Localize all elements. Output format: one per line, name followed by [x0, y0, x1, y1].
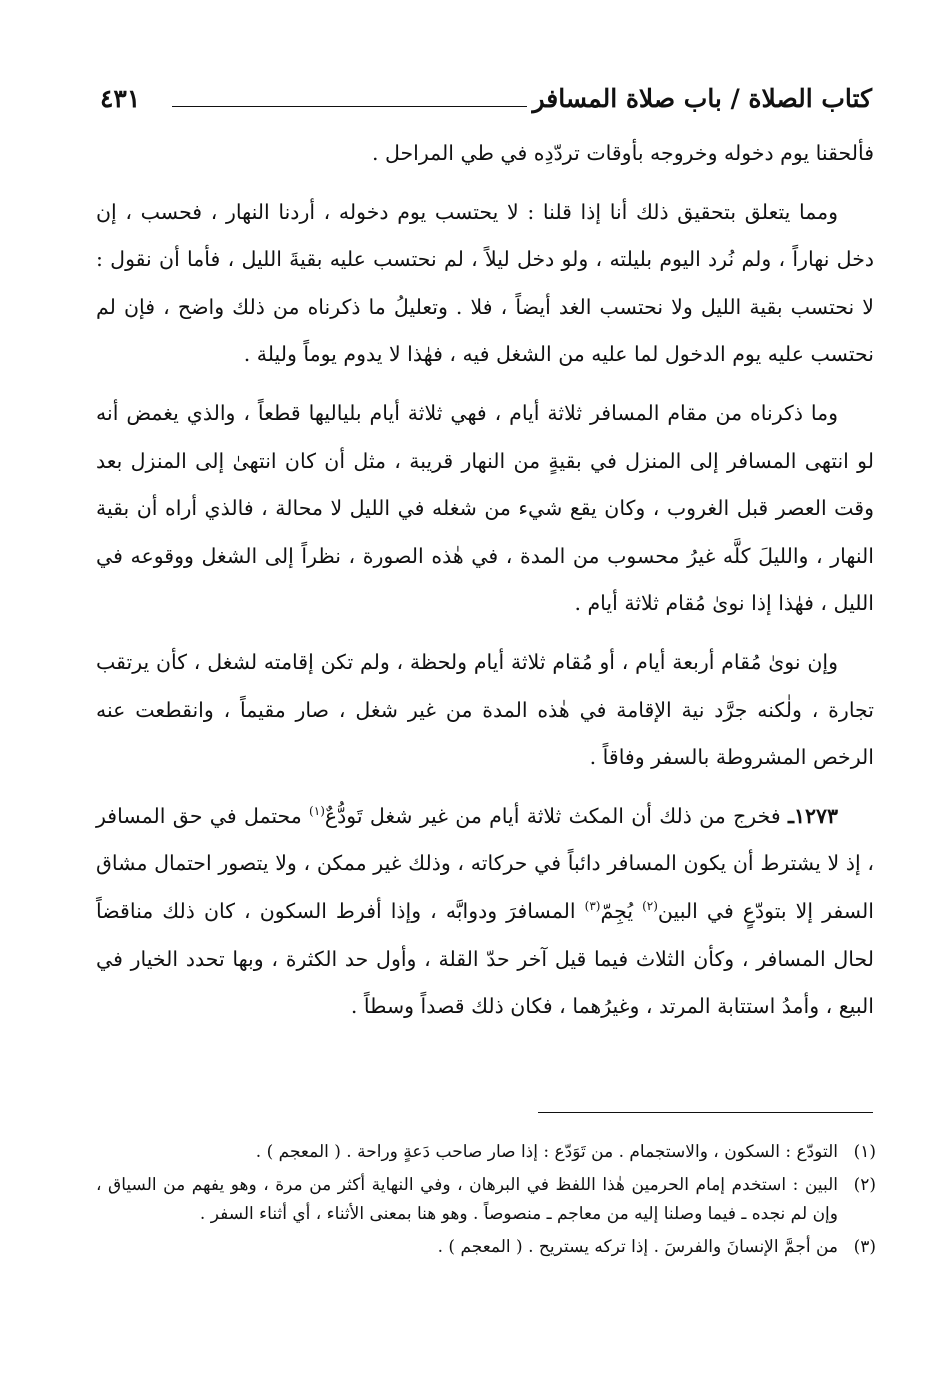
footnote-number: (٣) — [853, 1237, 876, 1257]
main-text — [96, 130, 874, 1031]
section-text: يُجِمّ — [600, 898, 643, 923]
section-number: ١٢٧٣ـ — [787, 803, 838, 828]
footnote-text: التودّع : السكون ، والاستجمام . من تَوَدّع : إذا صار صاحب دَعةٍ وراحة . ( المعجم ) . — [255, 1142, 838, 1162]
numbered-section — [96, 793, 874, 1031]
section-text: فخرج من ذلك أن المكث ثلاثة أيام من غير شغل تَودُّعٌ — [324, 803, 788, 828]
footnote — [96, 1171, 876, 1229]
footnote-text: البين : استخدم إمام الحرمين هٰذا اللفظ في البرهان ، وفي النهاية أكثر من مرة ، وهو يفهم من السياق ، وإن لم نجده ـ فيما وصلنا إليه من معاجم ـ منصوصاً . وهو هنا بمعنى الأثناء ، أي أثناء السفر . — [96, 1175, 838, 1224]
paragraph: فألحقنا يوم دخوله وخروجه بأوقات تردّدِه في طي المراحل . — [371, 141, 874, 165]
footnote — [96, 1233, 876, 1262]
section-text: محتمل في حق المسافر ، إذ لا يشترط أن يكون المسافر دائباً في حركاته ، وذلك غير ممكن ، ولا يتصور احتمال مشاق السفر إلا بتودّعٍ في البين — [96, 803, 874, 923]
section-text: المسافرَ ودوابَّه ، وإذا أفرط السكون ، كان ذلك مناقضاً لحال المسافر ، وكأن الثلاث فيما قيل آخر حدّ القلة ، وأول حد الكثرة ، وبها تحدد الخيار في البيع ، وأمدُ استتابة المرتد ، وغيرُهما ، فكان ذلك قصداً وسطاً . — [96, 898, 874, 1019]
footnote-ref[interactable]: (٣) — [584, 899, 601, 914]
page-number: ٤٣١ — [100, 84, 141, 113]
paragraph: وإن نوىٰ مُقام أربعة أيام ، أو مُقام ثلاثة أيام ولحظة ، ولم تكن إقامته لشغل ، كأن يرتقب تجارة ، ولٰكنه جرَّد نية الإقامة في هٰذه المدة من غير شغل ، صار مقيماً ، وانقطعت عنه الرخص المشروطة بالسفر وفاقاً . — [96, 649, 874, 770]
footnotes — [96, 1138, 876, 1266]
footnote-number: (١) — [853, 1142, 876, 1162]
footnote-ref[interactable]: (٢) — [642, 899, 658, 914]
footnote-number: (٢) — [853, 1175, 876, 1195]
running-header — [100, 84, 872, 124]
paragraph: ومما يتعلق بتحقيق ذلك أنا إذا قلنا : لا يحتسب يوم دخوله ، أردنا النهار ، فحسب ، إن دخل نهاراً ، ولم نُرد اليوم بليلته ، ولو دخل ليلاً ، لم نحتسب عليه بقيةَ الليل ، فأما أن نقول : لا نحتسب بقية الليل ولا نحتسب الغد أيضاً ، فلا . وتعليلُ ما ذكرناه من ذلك واضح ، فإن لم نحتسب عليه يوم الدخول لما عليه من الشغل فيه ، فهٰذا لا يدوم يوماً وليلة . — [96, 199, 874, 367]
footnote-ref[interactable]: (١) — [309, 803, 325, 818]
header-rule — [172, 106, 527, 107]
header-title: كتاب الصلاة / باب صلاة المسافر — [532, 84, 872, 113]
footnote-separator — [538, 1112, 873, 1113]
paragraph: وما ذكرناه من مقام المسافر ثلاثة أيام ، فهي ثلاثة أيام بلياليها قطعاً ، والذي يغمض أنه لو انتهى المسافر إلى المنزل في بقيةٍ من النهار قريبة ، مثل أن كان انتهىٰ إلى المنزل بعد وقت العصر قبل الغروب ، وكان يقع شيء من شغله في الليل لا محالة ، فالذي أراه أن بقية النهار ، والليلَ كلَّه غيرُ محسوب من المدة ، في هٰذه الصورة ، نظراً إلى الشغل ووقوعه في الليل ، فهٰذا إذا نوىٰ مُقام ثلاثة أيام . — [96, 400, 874, 616]
footnote — [96, 1138, 876, 1167]
footnote-text: من أجمَّ الإنسانَ والفرسَ . إذا تركه يستريح . ( المعجم ) . — [437, 1237, 838, 1257]
